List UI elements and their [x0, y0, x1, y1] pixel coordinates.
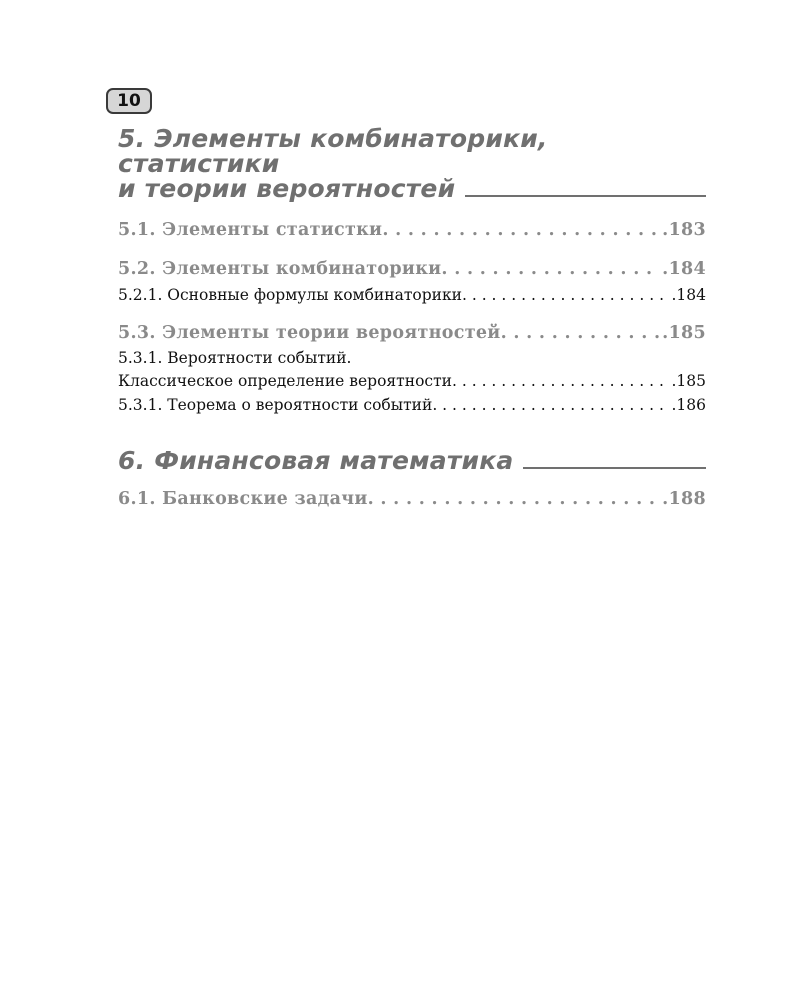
chapter-5-title-line-2: статистики: [118, 149, 280, 178]
toc-entry-title: 5.1. Элементы статистки: [118, 220, 383, 240]
chapter-5-rule: [465, 177, 706, 197]
toc-entry-5-3-1-theorem[interactable]: [118, 396, 706, 414]
leader-dots: [441, 259, 660, 279]
toc-entry-page: .184: [662, 259, 706, 279]
toc-entry-title: 5.2. Элементы комбинаторики: [118, 259, 442, 279]
toc-entry-page: .185: [662, 323, 706, 343]
chapter-5-title-line-3: и теории вероятностей: [118, 174, 456, 203]
leader-dots: [452, 372, 669, 390]
toc-entry-title: 5.3.1. Теорема о вероятности событий: [118, 396, 433, 414]
toc-entry-title: Классическое определение вероятности: [118, 372, 453, 390]
toc-entry-page: .185: [671, 372, 706, 390]
chapter-6-rule: [523, 449, 706, 469]
leader-dots: [501, 323, 661, 343]
chapter-5-title-line-1: 5. Элементы комбинаторики,: [118, 124, 548, 153]
toc-entry-6-1[interactable]: [118, 489, 706, 509]
leader-dots: [462, 286, 669, 304]
page-number-badge: 10: [106, 88, 152, 114]
toc-entry-page: .186: [671, 396, 706, 414]
chapter-5-heading: [118, 126, 706, 201]
leader-dots: [368, 489, 661, 509]
toc-entry-page: .184: [671, 286, 706, 304]
toc-entry-title: 5.2.1. Основные формулы комбинаторики: [118, 286, 462, 304]
toc-entry-5-1[interactable]: [118, 220, 706, 240]
toc-entry-page: .188: [662, 489, 706, 509]
chapter-6-title: 6. Финансовая математика: [118, 446, 514, 475]
chapter-6-heading: [118, 448, 706, 473]
toc-entry-5-3-1-line-2[interactable]: [118, 372, 706, 390]
toc-entry-5-3-1-line-1[interactable]: 5.3.1. Вероятности событий.: [118, 349, 352, 367]
leader-dots: [382, 220, 660, 240]
toc-entry-title: 5.3. Элементы теории вероятностей: [118, 323, 501, 343]
toc-entry-5-2[interactable]: [118, 259, 706, 279]
toc-entry-title: 6.1. Банковские задачи: [118, 489, 368, 509]
toc-entry-5-3[interactable]: [118, 323, 706, 343]
leader-dots: [432, 396, 669, 414]
toc-entry-page: .183: [662, 220, 706, 240]
toc-entry-5-2-1[interactable]: [118, 286, 706, 304]
